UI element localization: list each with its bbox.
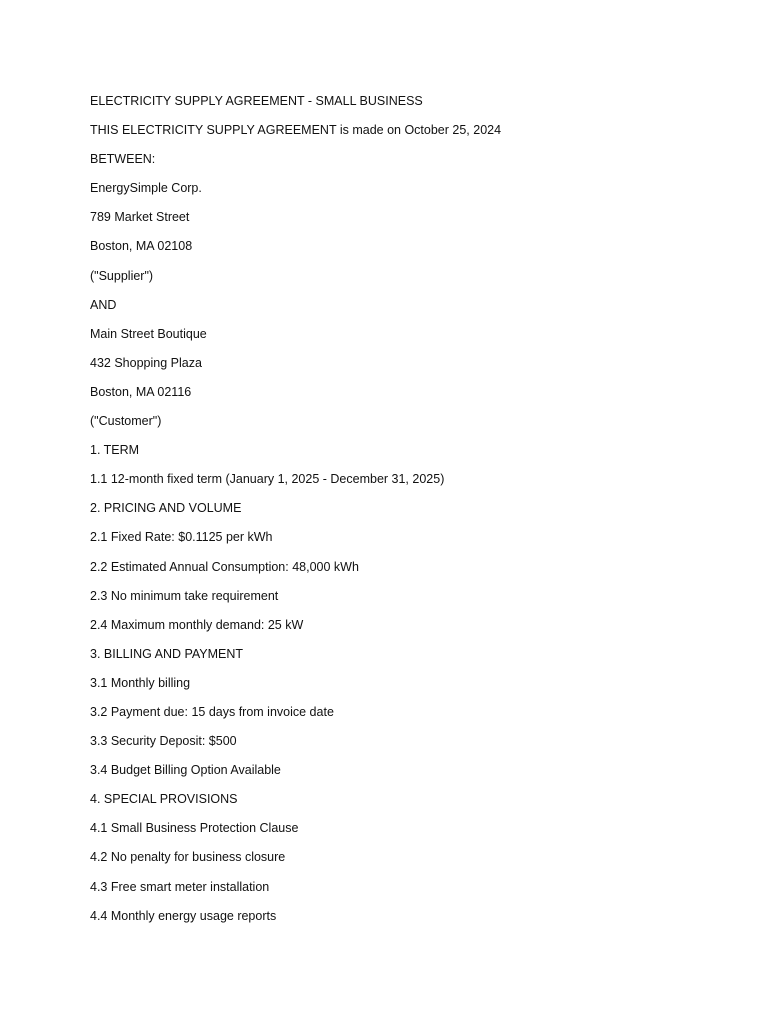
clause-4-4: 4.4 Monthly energy usage reports bbox=[90, 908, 277, 923]
clause-4-2: 4.2 No penalty for business closure bbox=[90, 850, 286, 865]
document-title: ELECTRICITY SUPPLY AGREEMENT - SMALL BUSINESS bbox=[90, 94, 423, 108]
supplier-role: ("Supplier") bbox=[90, 268, 154, 283]
customer-city: Boston, MA 02116 bbox=[90, 384, 192, 399]
document-page bbox=[90, 92, 710, 936]
supplier-name: EnergySimple Corp. bbox=[90, 181, 202, 196]
section-heading-pricing: 2. PRICING AND VOLUME bbox=[90, 501, 242, 516]
between-label: BETWEEN: bbox=[90, 152, 156, 167]
clause-2-4: 2.4 Maximum monthly demand: 25 kW bbox=[90, 617, 304, 632]
supplier-city: Boston, MA 02108 bbox=[90, 239, 193, 254]
section-heading-term: 1. TERM bbox=[90, 443, 140, 458]
customer-name: Main Street Boutique bbox=[90, 326, 207, 341]
clause-1-1: 1.1 12-month fixed term (January 1, 2025 - December 31, 2025) bbox=[90, 472, 445, 487]
customer-street: 432 Shopping Plaza bbox=[90, 355, 202, 370]
and-label: AND bbox=[90, 297, 117, 312]
clause-4-1: 4.1 Small Business Protection Clause bbox=[90, 821, 299, 836]
clause-3-3: 3.3 Security Deposit: $500 bbox=[90, 734, 237, 749]
clause-2-3: 2.3 No minimum take requirement bbox=[90, 588, 279, 603]
customer-role: ("Customer") bbox=[90, 414, 162, 429]
clause-4-3: 4.3 Free smart meter installation bbox=[90, 879, 270, 894]
clause-3-1: 3.1 Monthly billing bbox=[90, 675, 191, 690]
clause-3-4: 3.4 Budget Billing Option Available bbox=[90, 763, 281, 778]
supplier-street: 789 Market Street bbox=[90, 210, 190, 225]
agreement-preamble: THIS ELECTRICITY SUPPLY AGREEMENT is made on October 25, 2024 bbox=[90, 123, 502, 138]
clause-2-1: 2.1 Fixed Rate: $0.1125 per kWh bbox=[90, 530, 273, 545]
clause-2-2: 2.2 Estimated Annual Consumption: 48,000 kWh bbox=[90, 559, 359, 574]
clause-3-2: 3.2 Payment due: 15 days from invoice date bbox=[90, 704, 334, 719]
section-heading-billing: 3. BILLING AND PAYMENT bbox=[90, 646, 244, 661]
section-heading-special: 4. SPECIAL PROVISIONS bbox=[90, 792, 238, 807]
